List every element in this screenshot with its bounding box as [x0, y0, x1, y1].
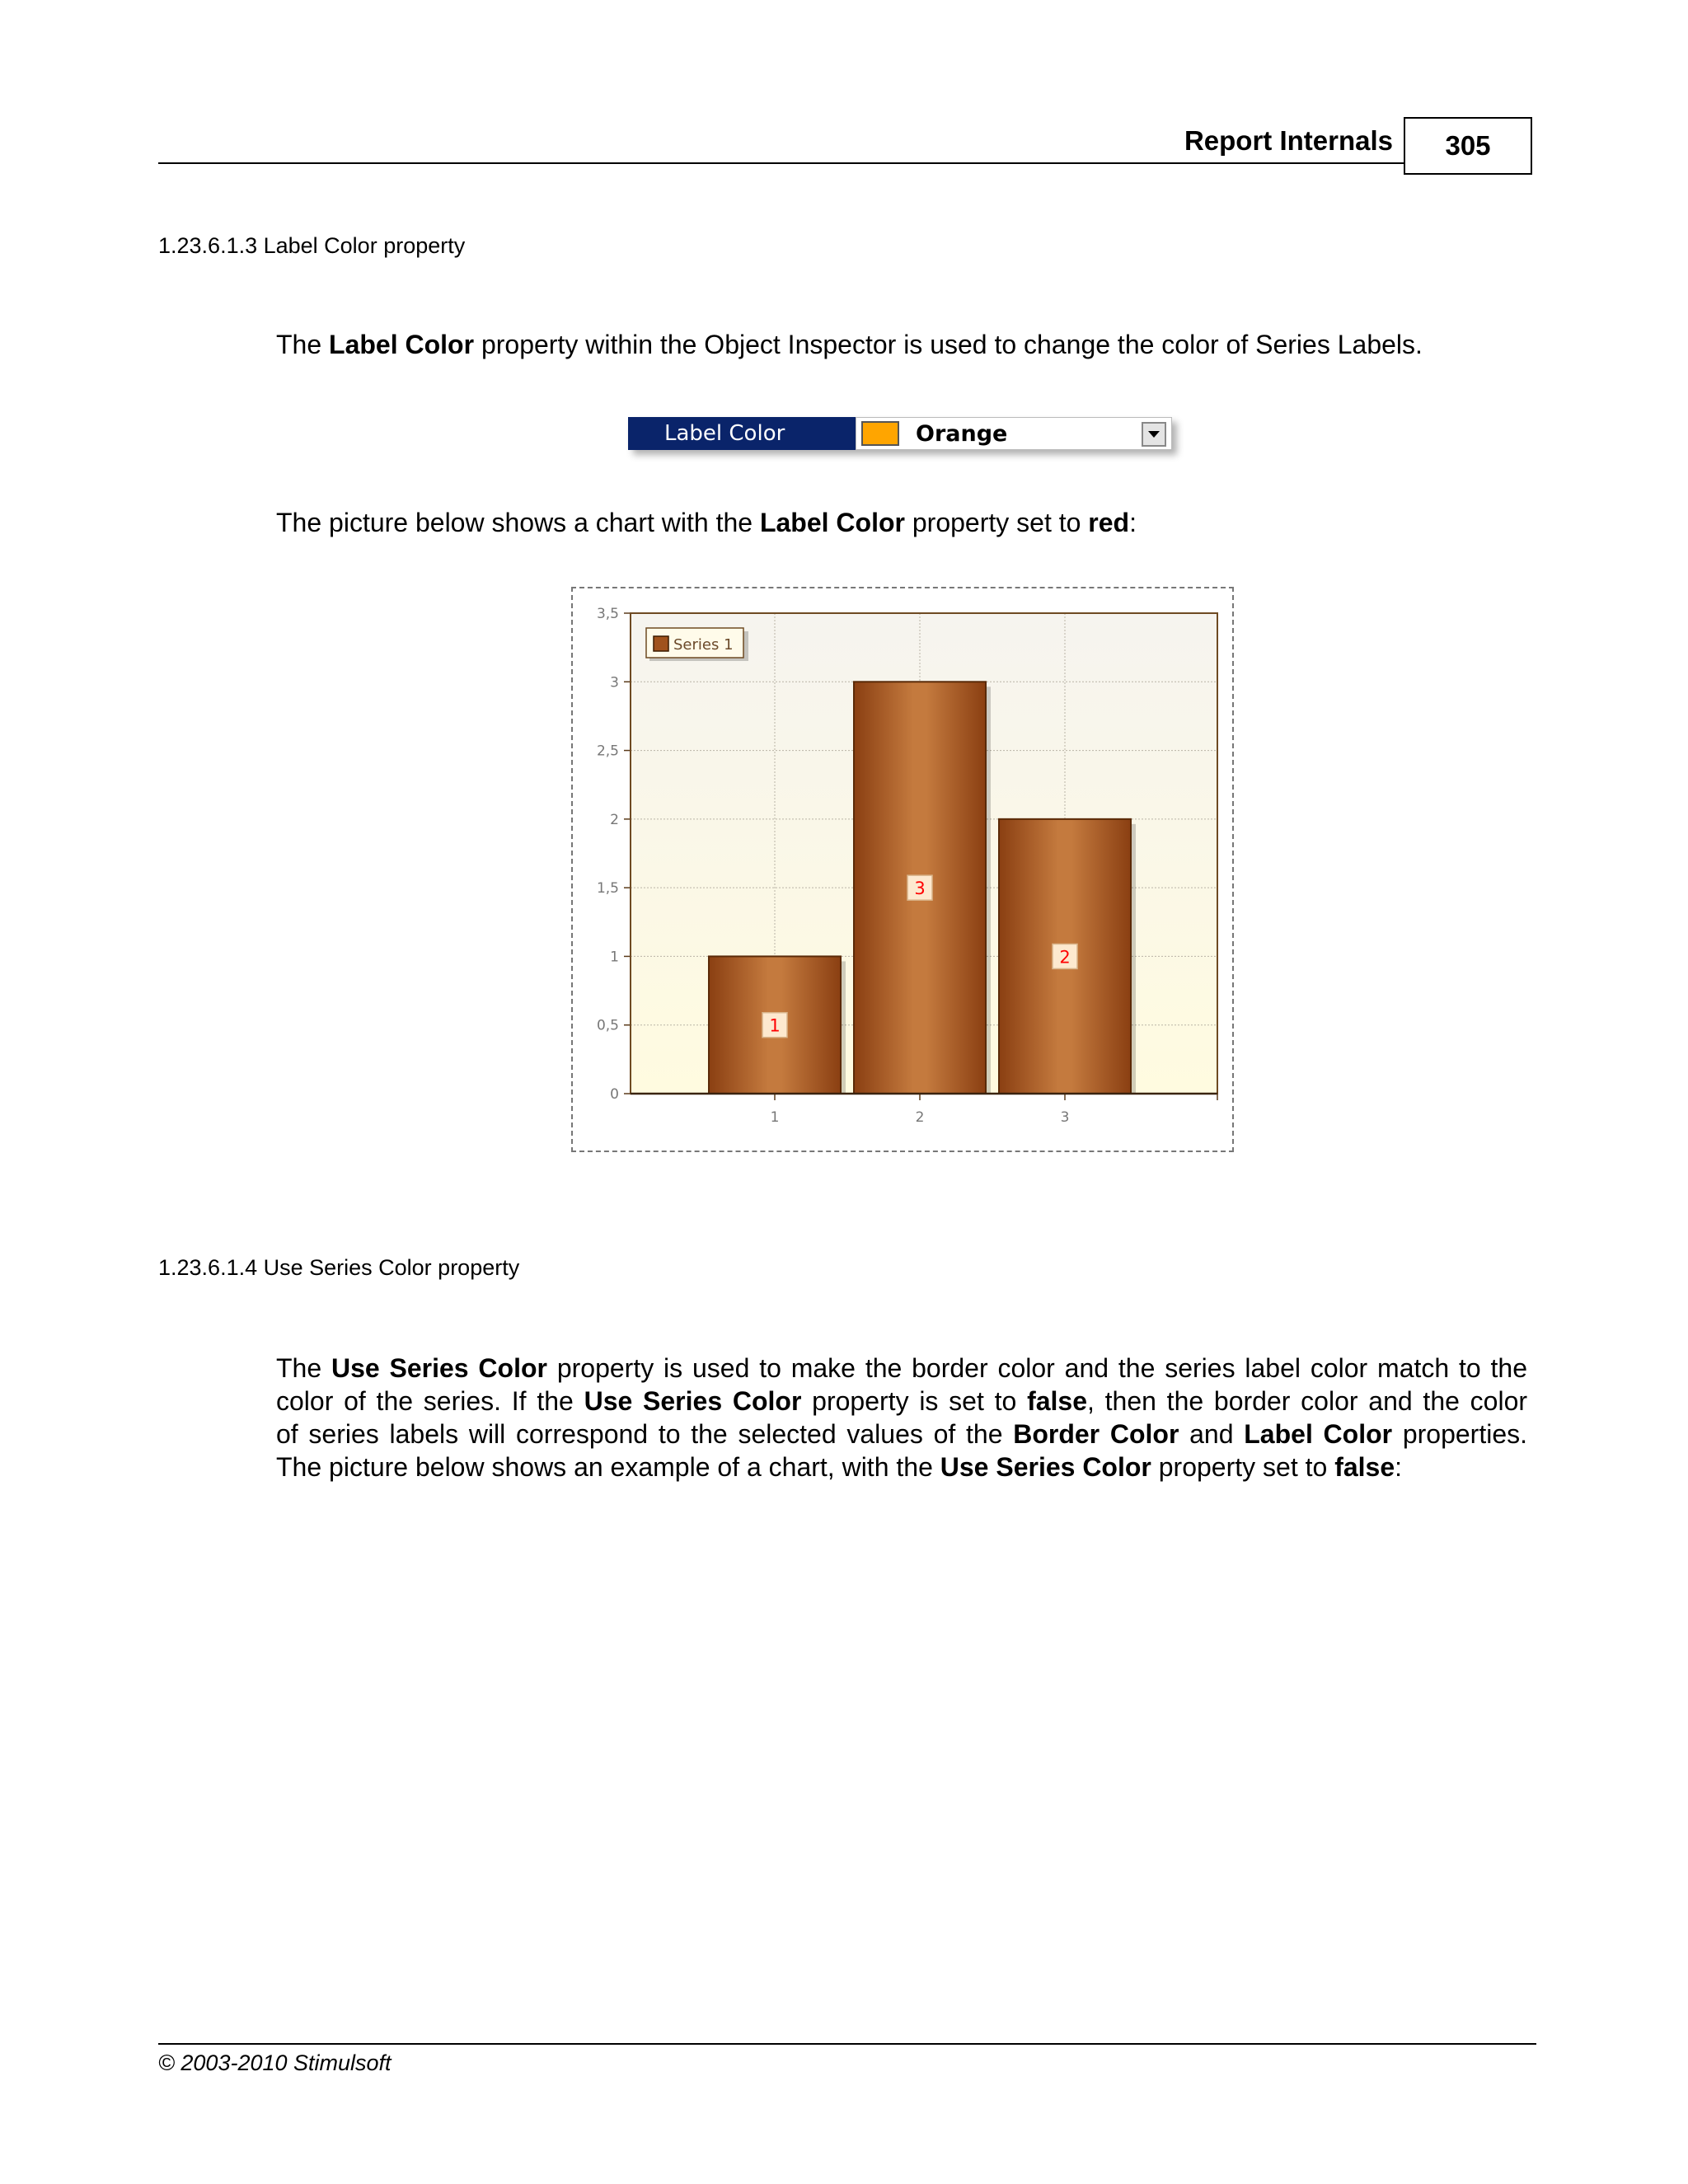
text-run: The	[276, 1353, 331, 1383]
text-run: , then the border color and the color	[1087, 1386, 1528, 1416]
header-section-title: Report Internals	[1184, 125, 1393, 156]
chart-figure	[571, 587, 1234, 1152]
use-series-color-description	[276, 1352, 1527, 1483]
data-label: 2	[1059, 947, 1071, 968]
property-row-label-color[interactable]	[628, 417, 1172, 450]
text-run: :	[1129, 508, 1137, 537]
bold-run: Use Series Color	[940, 1452, 1151, 1482]
section-heading-label-color: 1.23.6.1.3 Label Color property	[158, 233, 466, 258]
bold-run: Use Series Color	[584, 1386, 802, 1416]
x-tick-label: 2	[915, 1109, 925, 1126]
text-run: and	[1179, 1419, 1245, 1449]
bold-run: Label Color	[329, 330, 475, 359]
bold-run: false	[1334, 1452, 1395, 1482]
legend-label: Series 1	[673, 636, 734, 654]
x-tick-label: 1	[770, 1109, 780, 1126]
page-number: 305	[1445, 130, 1491, 161]
data-label: 1	[769, 1015, 781, 1036]
y-tick-label: 1	[610, 949, 619, 966]
text-run: properties.	[1392, 1419, 1528, 1449]
legend-swatch	[654, 636, 668, 651]
bar-chart	[573, 588, 1232, 1151]
text-run: color of the series. If the	[276, 1386, 584, 1416]
text-run: property is set to	[801, 1386, 1028, 1416]
section-heading-use-series-color: 1.23.6.1.4 Use Series Color property	[158, 1255, 520, 1280]
data-label: 3	[914, 879, 926, 899]
text-run: :	[1395, 1452, 1403, 1482]
dropdown-arrow-icon[interactable]	[1142, 422, 1166, 447]
header-rule	[158, 162, 1404, 164]
text-run: The picture below shows an example of a chart, with the	[276, 1452, 940, 1482]
paragraph-line	[276, 1451, 1527, 1483]
chart-caption	[276, 506, 1527, 539]
bold-run: Label Color	[759, 508, 905, 537]
y-tick-label: 2,5	[596, 743, 619, 760]
text-run: The	[276, 330, 330, 359]
paragraph-line	[276, 1352, 1527, 1385]
property-value-dropdown[interactable]	[856, 417, 1172, 450]
y-tick-label: 2	[610, 811, 619, 828]
text-run: property within the Object Inspector is used to change the color of Series Labels.	[474, 330, 1423, 359]
text-run: property set to	[904, 508, 1089, 537]
page-number-box	[1404, 117, 1532, 175]
footer-rule	[158, 2043, 1536, 2045]
y-tick-label: 3	[610, 674, 619, 691]
bold-run: false	[1027, 1386, 1087, 1416]
label-color-description	[276, 328, 1527, 361]
paragraph-line	[276, 1385, 1527, 1418]
bold-run: Use Series Color	[331, 1353, 547, 1383]
property-value-text: Orange	[916, 420, 1008, 447]
text-run: The picture below shows a chart with the	[276, 508, 760, 537]
text-run: property is used to make the border color and the series label color match to the	[546, 1353, 1528, 1383]
y-tick-label: 0	[610, 1086, 619, 1103]
bold-run: red	[1088, 508, 1130, 537]
x-tick-label: 3	[1060, 1109, 1070, 1126]
y-tick-label: 1,5	[596, 880, 619, 898]
footer-copyright: © 2003-2010 Stimulsoft	[158, 2050, 392, 2075]
paragraph-line	[276, 1418, 1527, 1451]
y-tick-label: 3,5	[596, 606, 619, 622]
bold-run: Label Color	[1244, 1419, 1393, 1449]
bold-run: Border Color	[1013, 1419, 1179, 1449]
text-run: of series labels will correspond to the selected values of the	[276, 1419, 1014, 1449]
property-name: Label Color	[628, 417, 856, 450]
y-tick-label: 0,5	[596, 1017, 619, 1034]
text-run: property set to	[1151, 1452, 1335, 1482]
color-swatch	[861, 421, 899, 446]
